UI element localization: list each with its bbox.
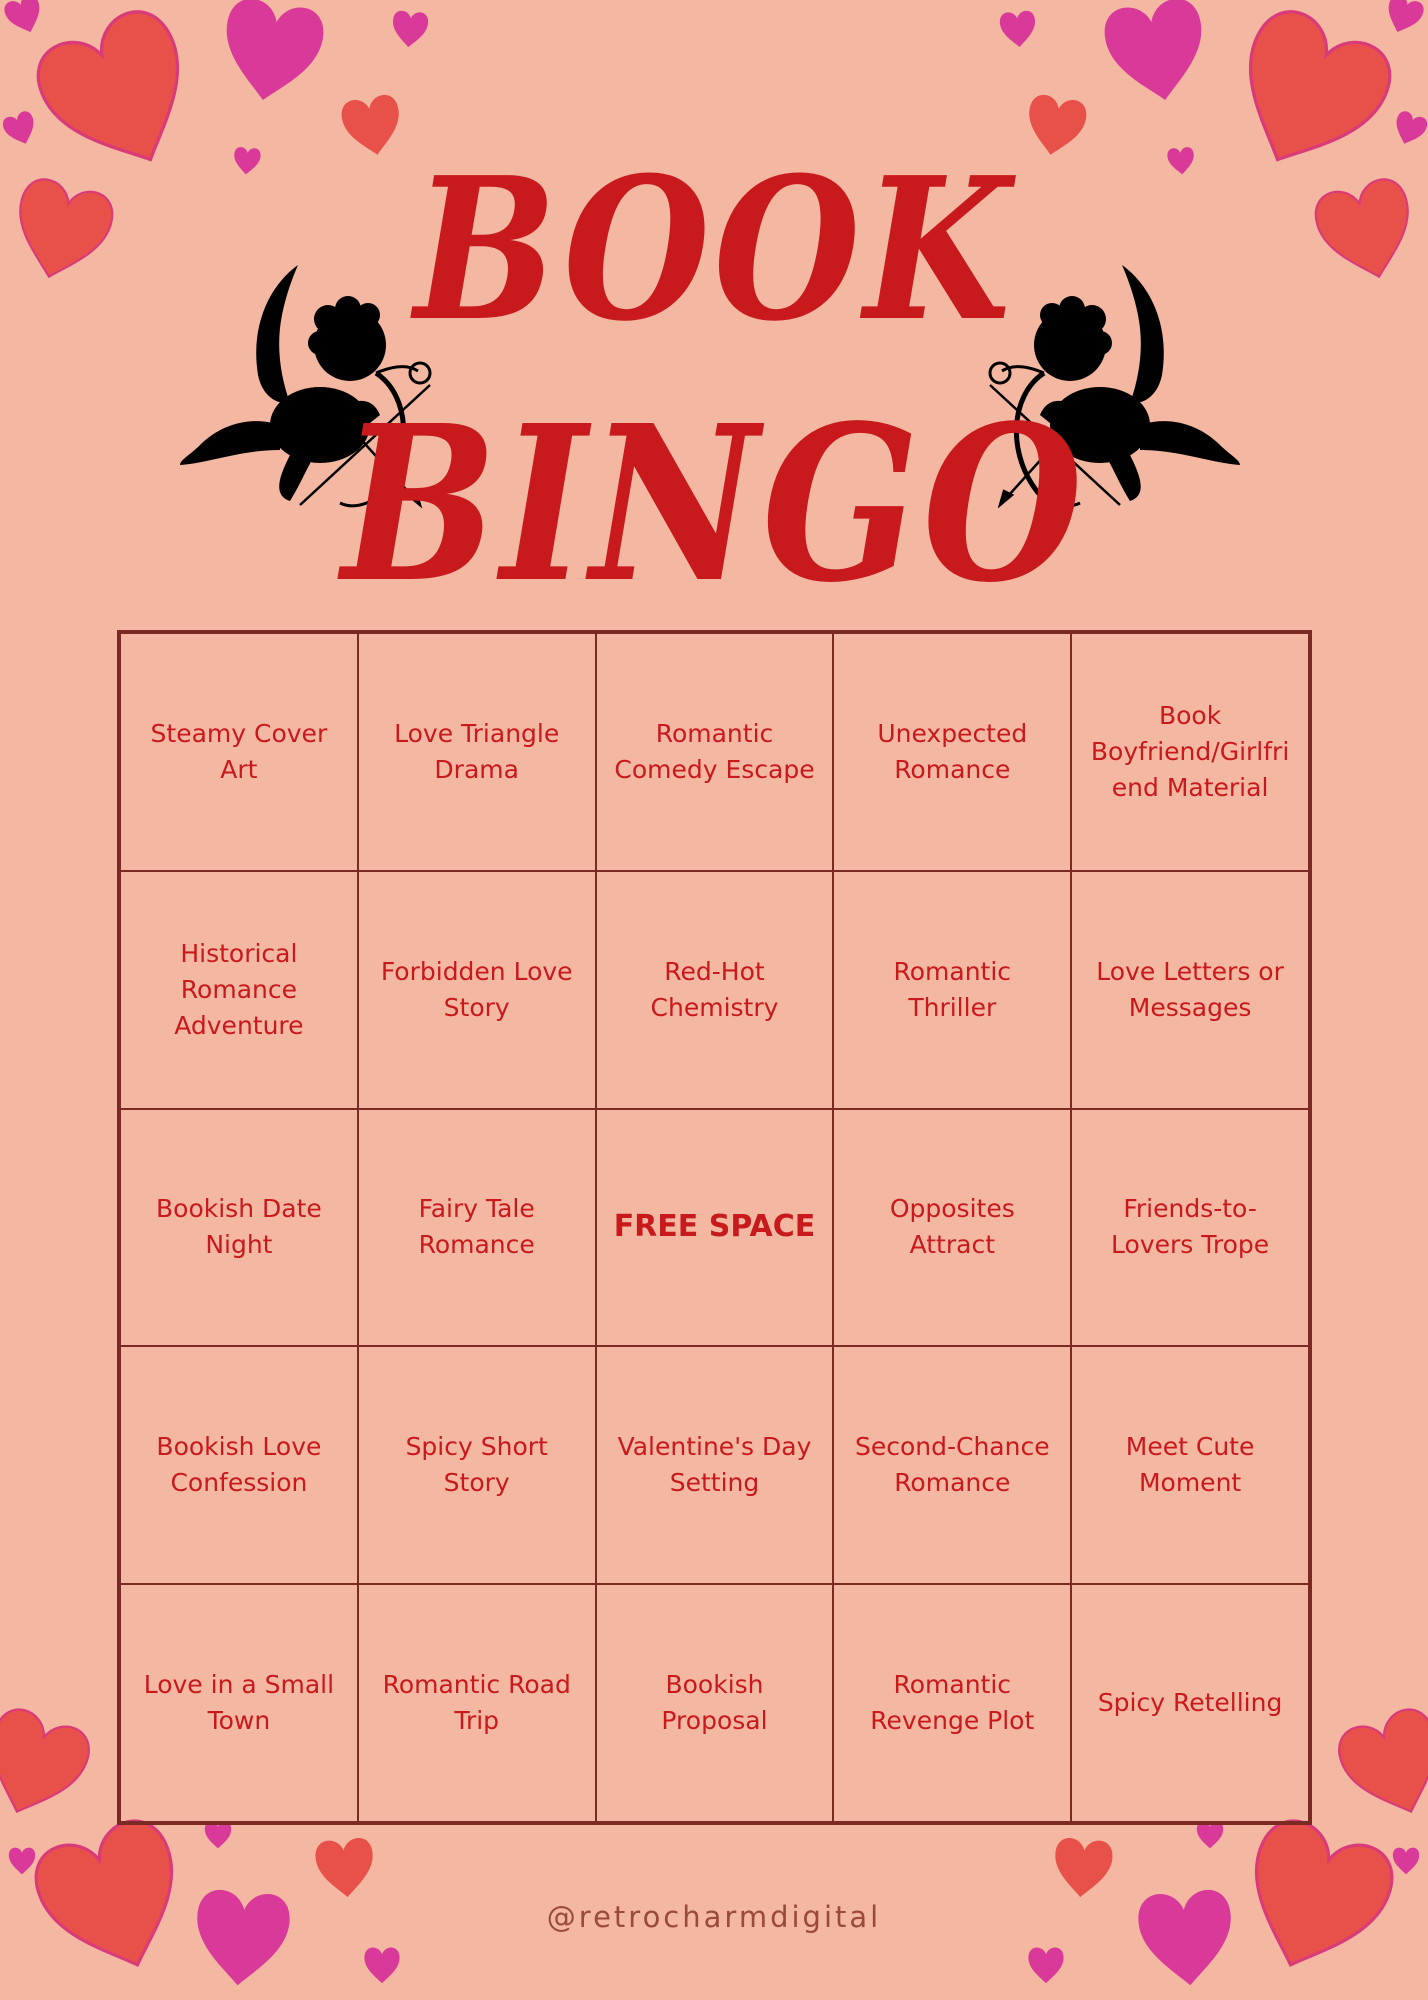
heart-icon [1381, 0, 1426, 38]
heart-icon [999, 10, 1037, 49]
bingo-cell[interactable]: Meet Cute Moment [1071, 1346, 1309, 1584]
heart-icon [1390, 109, 1428, 149]
heart-icon [1100, 0, 1212, 108]
heart-icon [215, 0, 327, 108]
heart-icon [1028, 1948, 1063, 1984]
heart-icon [364, 1948, 399, 1984]
bingo-cell[interactable]: Fairy Tale Romance [358, 1109, 596, 1347]
heart-icon [1, 109, 41, 149]
title-book: BOOK [414, 135, 1014, 365]
bingo-cell[interactable]: Historical Romance Adventure [120, 871, 358, 1109]
heart-icon [1332, 1703, 1428, 1828]
bingo-cell[interactable]: Love Letters or Messages [1071, 871, 1309, 1109]
bingo-cell[interactable]: Bookish Date Night [120, 1109, 358, 1347]
bingo-cell[interactable]: Red-Hot Chemistry [596, 871, 834, 1109]
title-bingo: BINGO [341, 379, 1087, 630]
bingo-cell[interactable]: Valentine's Day Setting [596, 1346, 834, 1584]
bingo-cell[interactable]: Book Boyfriend/Girlfriend Material [1071, 633, 1309, 871]
bingo-cell[interactable]: Unexpected Romance [833, 633, 1071, 871]
bingo-cell[interactable]: Opposites Attract [833, 1109, 1071, 1347]
bingo-cell[interactable]: Spicy Retelling [1071, 1584, 1309, 1822]
heart-icon [9, 1848, 35, 1875]
bingo-cell[interactable]: Spicy Short Story [358, 1346, 596, 1584]
heart-icon [314, 1837, 376, 1900]
heart-icon [1393, 1848, 1419, 1875]
bingo-cell[interactable]: Forbidden Love Story [358, 871, 596, 1109]
heart-icon [391, 10, 429, 49]
heart-icon [1197, 1822, 1223, 1849]
bingo-board [117, 630, 1312, 1825]
bingo-cell[interactable]: Romantic Road Trip [358, 1584, 596, 1822]
bingo-cell[interactable]: Bookish Love Confession [120, 1346, 358, 1584]
bingo-cell[interactable]: Romantic Comedy Escape [596, 633, 834, 871]
bingo-cell[interactable]: Steamy Cover Art [120, 633, 358, 871]
bingo-cell[interactable]: Second-Chance Romance [833, 1346, 1071, 1584]
bingo-cell[interactable]: Romantic Revenge Plot [833, 1584, 1071, 1822]
bingo-cell[interactable]: Love in a Small Town [120, 1584, 358, 1822]
bingo-cell[interactable]: Friends-to-Lovers Trope [1071, 1109, 1309, 1347]
heart-icon [0, 1703, 96, 1828]
free-space-cell[interactable]: FREE SPACE [596, 1109, 834, 1347]
heart-icon [2, 0, 47, 38]
bingo-cell[interactable]: Romantic Thriller [833, 871, 1071, 1109]
creator-credit: @retrocharmdigital [546, 1900, 882, 1934]
bingo-cell[interactable]: Bookish Proposal [596, 1584, 834, 1822]
heart-icon [205, 1822, 231, 1849]
bingo-cell[interactable]: Love Triangle Drama [358, 633, 596, 871]
heart-icon [1052, 1837, 1114, 1900]
